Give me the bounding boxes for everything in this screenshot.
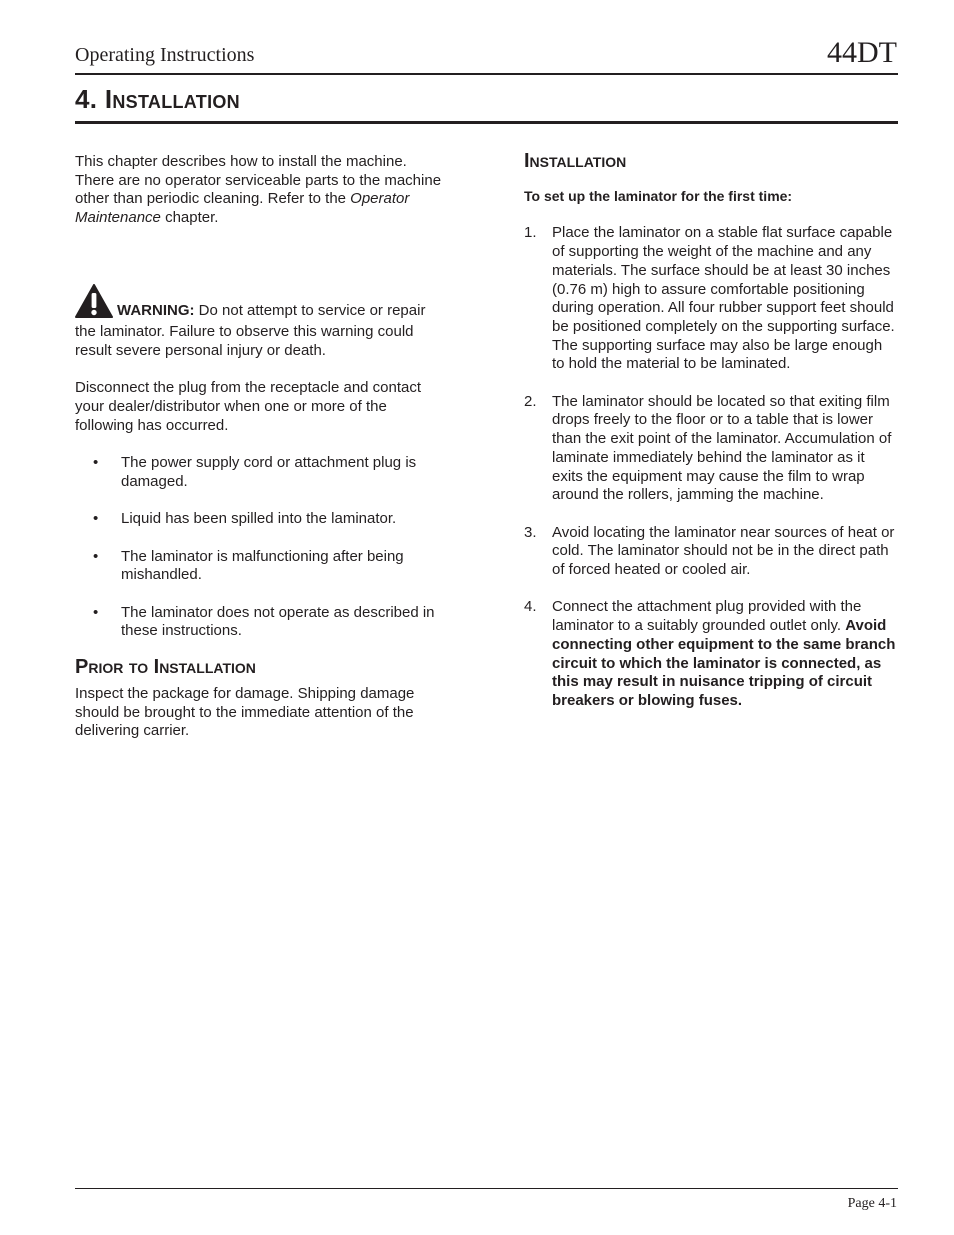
- list-item: • The power supply cord or attachment plug is damaged.: [93, 454, 417, 490]
- chapter-title-text: Installation: [104, 84, 240, 114]
- list-item: 1. Place the laminator on a stable flat surface capable of supporting the weight of the machine and any materials. The surface should be at least 30 inches (0.76 m) high to assure comfortable positioning during operation. All four rubber support feet should be positioned completely on the supporting surface. The supporting surface may also be large enough to hold the material to be laminated.: [524, 224, 895, 373]
- footer-rule: [75, 1188, 898, 1189]
- chapter-number: 4.: [75, 84, 98, 114]
- list-item: • The laminator does not operate as described in these instructions.: [93, 603, 435, 640]
- prior-to-installation-heading: Prior to Installation: [75, 656, 256, 679]
- step-number: 4.: [524, 598, 537, 616]
- intro-paragraph: This chapter describes how to install the machine. There are no operator serviceable parts to the machine other than periodic cleaning. Refer to the Operator Maintenance chapter.: [75, 153, 442, 227]
- header-rule: [75, 73, 898, 75]
- warning-paragraph: [75, 284, 448, 361]
- condition-list: [75, 454, 448, 641]
- disconnect-paragraph: Disconnect the plug from the receptacle and contact your dealer/distributor when one or more of the following has occurred.: [75, 379, 422, 434]
- bullet-marker: •: [93, 603, 99, 621]
- circuit-warning: Avoid connecting other equipment to the same branch circuit to which the laminator is connected, as this may result in nuisance tripping of circuit breakers or blowing fuses.: [552, 617, 896, 709]
- running-head-section: Operating Instructions: [75, 44, 255, 66]
- list-item: • The laminator is malfunctioning after being mishandled.: [93, 547, 404, 584]
- step-number: 1.: [524, 224, 537, 242]
- list-item: 3. Avoid locating the laminator near sources of heat or cold. The laminator should not be in the direct path of forced heated or cooled air.: [524, 523, 895, 579]
- left-column: [75, 153, 448, 760]
- running-head-model: 44DT: [827, 36, 897, 69]
- bullet-marker: •: [93, 454, 99, 472]
- list-item: 4. Connect the attachment plug provided with the laminator to a suitably grounded outlet only. Avoid connecting other equipment to the same branch circuit to which the laminator is connected, as this may result in nuisance tripping of circuit breakers or blowing fuses.: [524, 598, 896, 709]
- installation-heading: Installation: [524, 150, 627, 172]
- right-column: [524, 149, 897, 729]
- chapter-title: [75, 84, 240, 115]
- step-number: 2.: [524, 392, 537, 410]
- step-number: 3.: [524, 523, 537, 541]
- list-item: • Liquid has been spilled into the laminator.: [93, 510, 397, 528]
- setup-subheading: To set up the laminator for the first time:: [524, 188, 793, 204]
- page-number: Page 4-1: [847, 1196, 897, 1211]
- setup-steps: [524, 224, 897, 710]
- warning-text: Do not attempt to service or repair the laminator. Failure to observe this warning could result severe personal injury or death.: [75, 301, 426, 359]
- warning-label: WARNING:: [117, 301, 195, 319]
- maintenance-chapter-reference: Operator Maintenance: [75, 190, 410, 227]
- warning-triangle-icon: [75, 284, 113, 324]
- prior-to-installation-text: Inspect the package for damage. Shipping damage should be brought to the immediate attention of the delivering carrier.: [75, 685, 415, 740]
- bullet-marker: •: [93, 547, 99, 565]
- chapter-rule: [75, 121, 898, 124]
- list-item: 2. The laminator should be located so that exiting film drops freely to the floor or to a table that is lower than the exit point of the laminator. Accumulation of laminate immediately behind the laminator as it exits the equipment may cause the film to wrap around the rollers, jamming the machine.: [524, 392, 892, 504]
- bullet-marker: •: [93, 510, 99, 528]
